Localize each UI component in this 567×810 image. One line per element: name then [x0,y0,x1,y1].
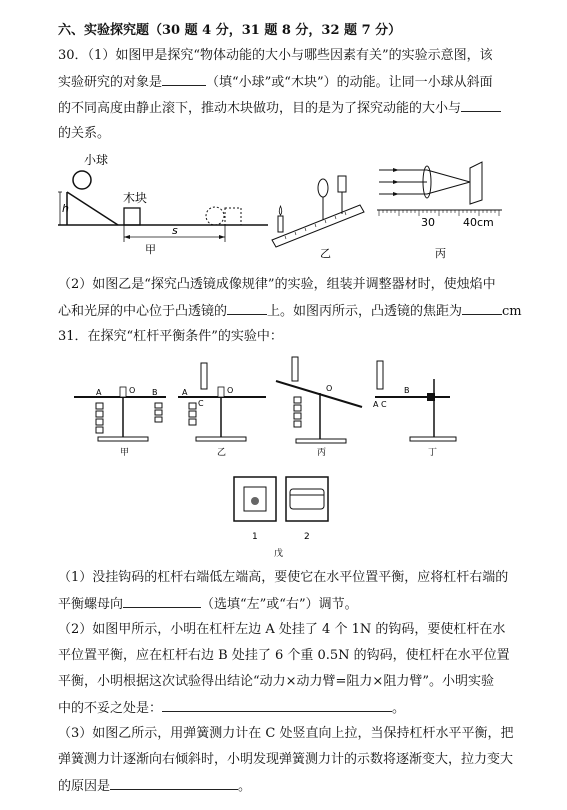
q31-p2-line-3: 平衡，小明根据这次试验得出结论“动力×动力臂=阻力×阻力臂”。小明实验 [58,674,494,689]
s-label: s [172,224,178,237]
block-icon [124,208,140,225]
q31-p2-line-2: 平位置平衡，应在杠杆右边 B 处挂了 6 个重 0.5N 的钩码，使杠杆在水平位置 [58,648,510,663]
q30-line-2b: （填“小球”或“木块”）的动能。让同一小球从斜面 [206,75,493,90]
ruler-40-label: 40cm [463,216,494,229]
lever-bing [276,357,362,458]
q30-line-3 [58,99,501,118]
ruler-30-label: 30 [421,216,435,229]
lever-ding [373,361,456,458]
q30-line-3a: 的不同高度由静止滚下，推动木块做功，目的是为了探究动能的大小与 [58,101,462,116]
q31-p3-line-2: 弹簧测力计逐渐向右倾斜时，小明发现弹簧测力计的示数将逐渐变大，拉力变大 [58,752,514,767]
caption-jia: 甲 [145,243,156,256]
answer-blank-relation[interactable] [461,99,501,112]
lever-yi [178,363,266,458]
figure-bing-focal [377,160,517,260]
q30-line-2a: 实验研究的对象是 [58,75,163,90]
screen-icon [470,162,482,204]
q30-part2-line-2a: 心和光屏的中心位于凸透镜的 [58,304,228,319]
svg-text:B: B [152,388,158,397]
q30-part2-line-2c: cm [502,304,522,319]
q31-p2-line-4a: 中的不妥之处是： [58,701,163,716]
svg-text:2: 2 [304,532,310,542]
q30-part2-line-1: （2）如图乙是“探究凸透镜成像规律”的实验，组装并调整器材时，使烛焰中 [58,277,496,292]
spring-scale-icon [292,357,298,381]
q31-p2-line-1: （2）如图甲所示，小明在杠杆左边 A 处挂了 4 个 1N 的钩码，要使杠杆在水 [58,622,506,637]
q31-p3-line-1: （3）如图乙所示，用弹簧测力计在 C 处竖直向上拉，当保持杠杆水平平衡，把 [58,726,514,741]
svg-text:丙: 丙 [317,448,327,458]
q31-p3-line-3a: 的原因是 [58,779,111,794]
h-label: h [62,202,69,215]
spring-scale-icon [201,363,207,389]
svg-text:O: O [326,384,333,393]
spring-scale-icon [377,361,383,389]
svg-text:O: O [227,386,234,395]
figure-levers [70,355,480,460]
q31-p3-line-3 [58,777,251,796]
block-label: 木块 [123,191,148,205]
screen-icon [338,176,346,192]
caption-bing: 丙 [435,247,446,260]
q31-p2-line-4b: 。 [392,701,406,716]
q30-line-1: 30．（1）如图甲是探究“物体动能的大小与哪些因素有关”的实验示意图，该 [58,48,493,63]
ball-label: 小球 [84,153,109,167]
q31-p3-line-3b: 。 [238,779,252,794]
q31-p1-line-1: （1）没挂钩码的杠杆右端低左端高，要使它在水平位置平衡，应将杠杆右端的 [58,570,509,585]
q31-p1-line-2a: 平衡螺母向 [58,597,124,612]
answer-blank-reason[interactable] [110,777,238,790]
svg-text:丁: 丁 [428,448,438,458]
figure-jia-incline [58,152,278,257]
svg-text:戊: 戊 [274,549,284,559]
q30-part2-line-2b: 上。如图丙所示，凸透镜的焦距为 [267,304,463,319]
answer-blank-object[interactable] [162,73,206,86]
q31-title: 31．在探究“杠杆平衡条件”的实验中： [58,329,283,344]
svg-text:A: A [373,400,379,409]
section-header: 六、实验探究题（30 题 4 分，31 题 8 分，32 题 7 分） [58,23,402,38]
svg-text:乙: 乙 [217,448,227,458]
q30-part2-line-2 [58,302,522,321]
svg-text:A: A [182,388,188,397]
q31-p2-line-4 [58,699,405,718]
svg-text:甲: 甲 [120,448,130,458]
svg-text:B: B [404,386,410,395]
lever-jia [74,386,166,458]
svg-text:O: O [129,386,136,395]
svg-text:C: C [198,399,204,408]
caption-yi: 乙 [320,247,331,260]
answer-blank-direction[interactable] [123,595,201,608]
ball-icon [73,171,91,189]
figure-wu [232,475,332,560]
svg-text:1: 1 [252,532,258,542]
q31-p1-line-2 [58,595,358,614]
q30-line-4: 的关系。 [58,126,111,141]
svg-text:A: A [96,388,102,397]
candle-icon [278,216,283,232]
svg-text:C: C [381,400,387,409]
q30-line-2 [58,73,493,92]
answer-blank-focal[interactable] [462,302,502,315]
answer-blank-axis[interactable] [227,302,267,315]
figure-yi-optical-bench [270,160,380,260]
answer-blank-flaw[interactable] [162,699,392,712]
q31-p1-line-2b: （选填“左”或“右”）调节。 [201,597,358,612]
lens-icon [318,179,328,197]
